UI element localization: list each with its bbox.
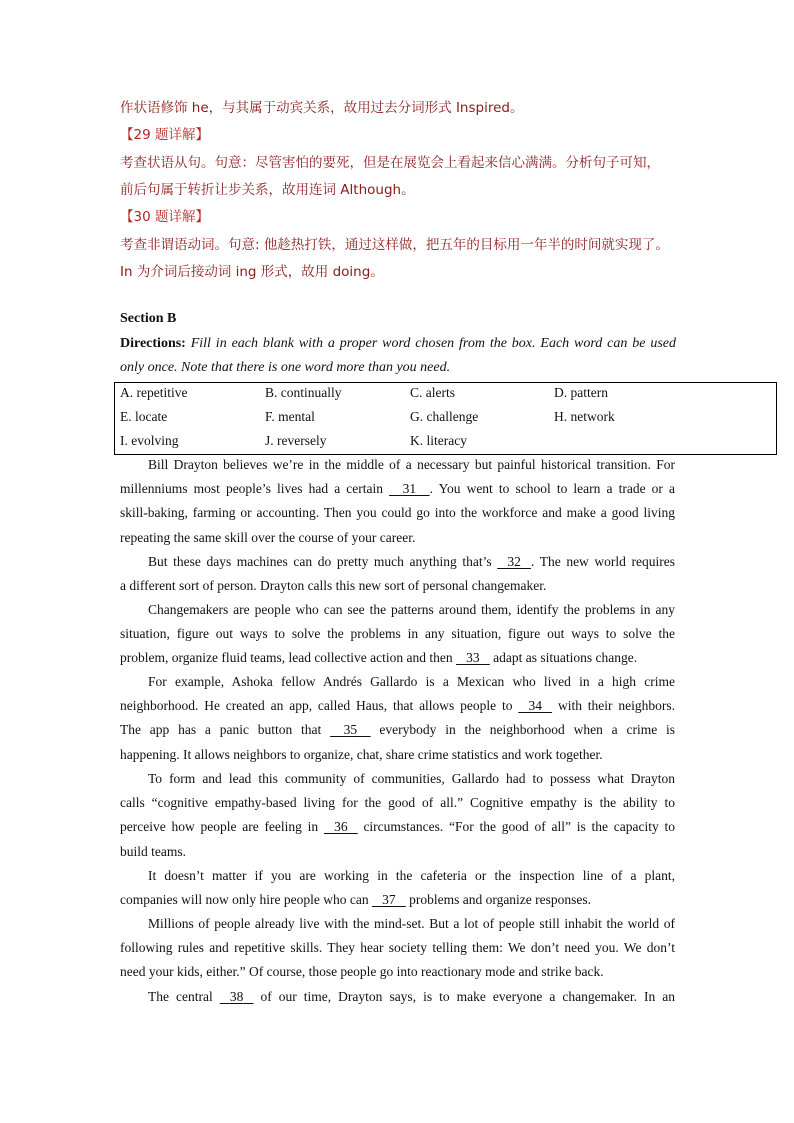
word-option: A. repetitive (120, 385, 188, 400)
passage-text: adapt as situations change. (489, 650, 638, 666)
passage-line: build teams. (120, 843, 186, 859)
passage-paragraph-7 (120, 912, 675, 985)
q30-header: 【30 题详解】 (120, 209, 209, 225)
blank-number: 38 (229, 989, 244, 1004)
passage-line: For example, Ashoka fellow Andrés Gallardo is a Mexican who lived in a high crime (148, 674, 675, 689)
blank-38[interactable] (220, 985, 254, 1009)
passage-text: with their neighbors. (552, 698, 675, 714)
q30-explanation-line1: 考查非谓语动词。句意: 他趁热打铁，通过这样做，把五年的目标用一年半的时间就实现了。 (120, 237, 669, 253)
passage-line: repeating the same skill over the course of your career. (120, 529, 416, 545)
passage-paragraph-1 (120, 453, 675, 550)
passage-line: happening. It allows neighbors to organize, chat, share crime statistics and work together. (120, 746, 603, 762)
passage-text: The central (148, 989, 220, 1004)
q29-explanation-line2: 前后句属于转折让步关系，故用连词 Although。 (120, 182, 415, 198)
blank-number: 35 (343, 722, 358, 738)
directions-label: Directions: (120, 336, 186, 351)
passage-line: To form and lead this community of communities, Gallardo had to possess what Drayton (148, 771, 675, 786)
passage-text: . The new world requires (530, 554, 675, 569)
passage-line: Changemakers are people who can see the patterns around them, identify the problems in any (148, 602, 675, 617)
word-option: G. challenge (410, 409, 479, 424)
blank-number: 32 (507, 554, 521, 569)
passage-text: neighborhood. He created an app, called Haus, that allows people to (120, 698, 519, 714)
word-option: D. pattern (554, 385, 608, 400)
q29-header: 【29 题详解】 (120, 127, 209, 143)
blank-number: 31 (402, 481, 417, 497)
passage-text: problems and organize responses. (405, 892, 592, 908)
word-option: C. alerts (410, 385, 455, 400)
word-option: J. reversely (265, 433, 327, 448)
passage-text: circumstances. “For the good of all” is the capacity to (357, 819, 675, 835)
word-option: E. locate (120, 409, 168, 424)
blank-31[interactable] (389, 477, 430, 501)
passage-line: calls “cognitive empathy-based living for the good of all.” Cognitive empathy is the ability to (120, 795, 675, 811)
q30-explanation-line2: In 为介词后接动词 ing 形式，故用 doing。 (120, 264, 384, 280)
passage-text: problem, organize fluid teams, lead collective action and then (120, 650, 457, 666)
blank-number: 34 (528, 698, 542, 714)
blank-33[interactable] (456, 646, 490, 670)
passage-text: But these days machines can do pretty much anything that’s (148, 554, 498, 569)
blank-number: 33 (466, 650, 480, 666)
passage-text: of our time, Drayton says, is to make everyone a changemaker. In an (253, 989, 675, 1004)
passage-line: It doesn’t matter if you are working in the cafeteria or the inspection line of a plant, (148, 868, 675, 883)
passage-paragraph-4 (120, 670, 675, 767)
passage-paragraph-8 (120, 985, 675, 1009)
passage-text: The app has a panic button that (120, 722, 331, 738)
passage-paragraph-2 (120, 550, 675, 598)
passage-text: . You went to school to learn a trade or a (429, 481, 675, 497)
blank-34[interactable] (518, 694, 552, 718)
passage-text: companies will now only hire people who can (120, 892, 372, 908)
q29-explanation-line1: 考查状语从句。句意：尽管害怕的要死，但是在展览会上看起来信心满满。分析句子可知， (120, 155, 660, 171)
blank-35[interactable] (330, 718, 371, 742)
word-option: H. network (554, 409, 615, 424)
directions-line1: Fill in each blank with a proper word chosen from the box. Each word can be used (190, 336, 676, 351)
word-option: F. mental (265, 409, 315, 424)
blank-number: 36 (334, 819, 348, 835)
passage-line: situation, figure out ways to solve the problems in any situation, figure out ways to solve the (120, 626, 675, 642)
word-option: B. continually (265, 385, 342, 400)
word-option: K. literacy (410, 433, 467, 448)
passage-line: Bill Drayton believes we’re in the middle of a necessary but painful historical transition. For (148, 457, 675, 472)
passage-line: skill-baking, farming or accounting. Then you could go into the workforce and make a good living (120, 505, 675, 521)
passage-line: a different sort of person. Drayton calls this new sort of personal changemaker. (120, 578, 547, 594)
directions-line2: only once. Note that there is one word more than you need. (120, 360, 451, 376)
blank-number: 37 (382, 892, 396, 908)
passage-line: Millions of people already live with the mind-set. But a lot of people still inhabit the world of (148, 916, 675, 931)
blank-36[interactable] (324, 815, 358, 839)
passage-paragraph-6 (120, 864, 675, 912)
passage-line: following rules and repetitive skills. They hear society telling them: We don’t need you. We don’t (120, 940, 675, 956)
section-title: Section B (120, 311, 177, 326)
blank-37[interactable] (372, 888, 406, 912)
word-bank-box (114, 382, 777, 455)
explanation-line: 作状语修饰 he，与其属于动宾关系，故用过去分词形式 Inspired。 (120, 100, 524, 116)
word-option: I. evolving (120, 433, 179, 448)
passage-text: perceive how people are feeling in (120, 819, 324, 835)
passage-paragraph-5 (120, 767, 675, 864)
passage-paragraph-3 (120, 598, 675, 671)
passage-line: need your kids, either.” Of course, those people go into reactionary mode and strike back. (120, 964, 604, 980)
directions (120, 332, 676, 380)
passage-text: millenniums most people’s lives had a certain (120, 481, 390, 497)
blank-32[interactable] (497, 550, 531, 574)
passage-text: everybody in the neighborhood when a crime is (370, 722, 675, 738)
